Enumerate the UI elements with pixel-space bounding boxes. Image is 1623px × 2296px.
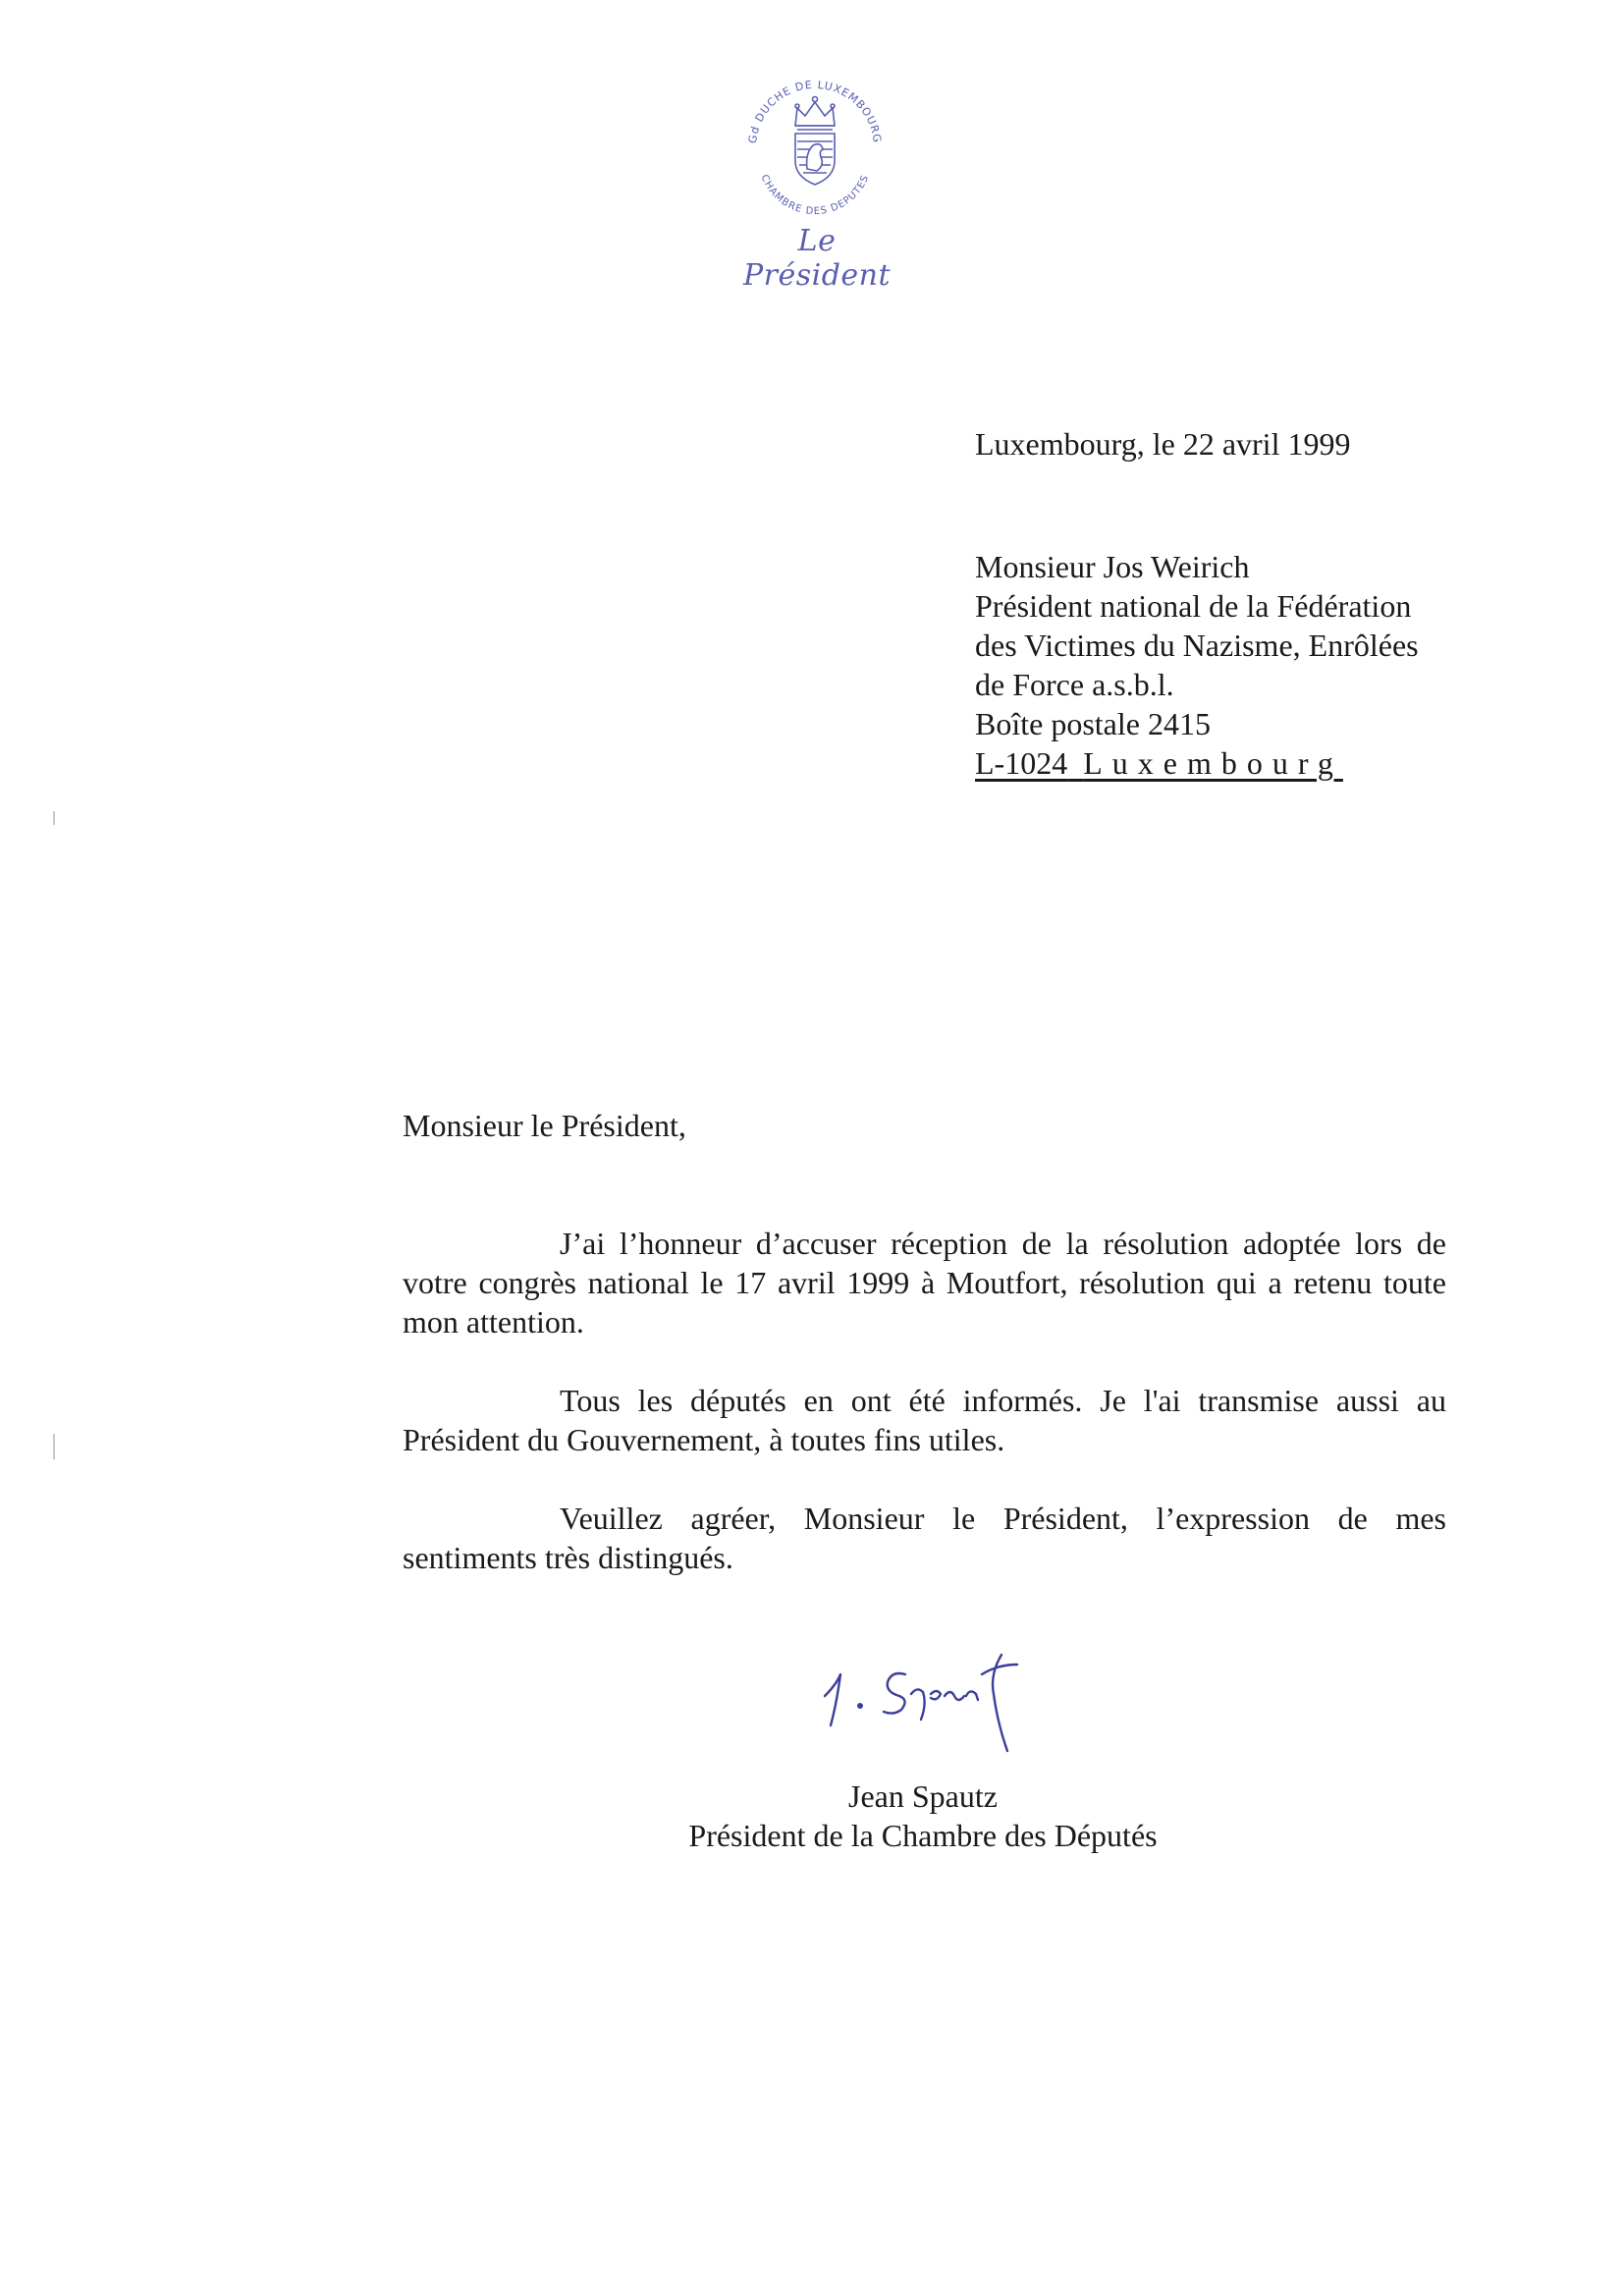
- city-name: Luxembourg: [1083, 745, 1343, 781]
- paragraph: Tous les députés en ont été informés. Je l'ai transmise aussi au Président du Gouvernement, à toutes fins utiles.: [403, 1383, 1446, 1457]
- letter-body: [403, 1224, 1446, 1616]
- paragraph: J’ai l’honneur d’accuser réception de la résolution adoptée lors de votre congrès national le 17 avril 1999 à Moutfort, résolution qui a retenu toute mon attention.: [403, 1226, 1446, 1339]
- signature-icon: [815, 1635, 1070, 1773]
- paragraph: Veuillez agréer, Monsieur le Président, l’expression de mes sentiments très distingués.: [403, 1501, 1446, 1575]
- office-title: Le Président: [742, 224, 892, 293]
- recipient-organization: des Victimes du Nazisme, Enrôlées: [975, 628, 1419, 663]
- signer-title: Président de la Chambre des Députés: [688, 1818, 1158, 1853]
- crown-icon: [795, 97, 835, 131]
- seal-icon: [727, 59, 903, 216]
- seal-text-bottom: CHAMBRE DES DEPUTES: [758, 173, 872, 216]
- salutation: Monsieur le Président,: [403, 1108, 686, 1143]
- recipient-name: Monsieur Jos Weirich: [975, 549, 1250, 584]
- recipient-organization-cont: de Force a.s.b.l.: [975, 667, 1174, 702]
- date-line: Luxembourg, le 22 avril 1999: [975, 426, 1351, 462]
- svg-text:CHAMBRE DES DEPUTES: [759, 173, 872, 216]
- recipient-po-box: Boîte postale 2415: [975, 706, 1211, 741]
- shield-icon: [795, 134, 835, 185]
- seal-text-top: Gd DUCHE DE LUXEMBOURG: [746, 78, 884, 144]
- recipient-address: [975, 547, 1419, 783]
- postal-code: L-1024: [975, 745, 1068, 781]
- scan-speck: [53, 1434, 55, 1459]
- recipient-city-line: [975, 743, 1419, 783]
- signer-name: Jean Spautz: [848, 1778, 998, 1814]
- handwritten-signature: [815, 1635, 1070, 1773]
- signer-block: [628, 1777, 1217, 1855]
- scan-speck: [53, 811, 55, 825]
- recipient-title: Président national de la Fédération: [975, 588, 1412, 624]
